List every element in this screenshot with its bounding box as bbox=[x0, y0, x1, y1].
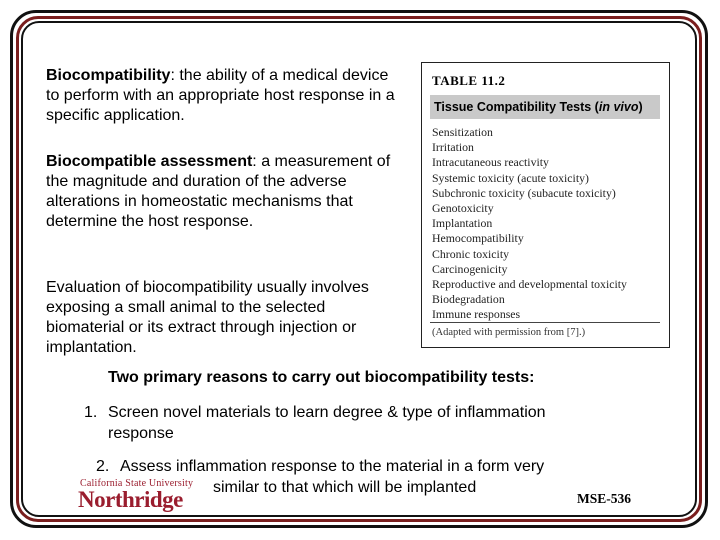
definition-text: : the ability of a medical device to perform with an appropriate host response in a specific application. bbox=[46, 67, 395, 124]
reason-number: 2. bbox=[96, 458, 110, 475]
definition-term: Biocompatibility bbox=[46, 67, 171, 84]
table-row: Chronic toxicity bbox=[432, 246, 509, 261]
reason-item-1 bbox=[84, 402, 644, 444]
table-row: Implantation bbox=[432, 216, 493, 231]
definition-biocompatibility bbox=[46, 66, 396, 126]
course-code: MSE-536 bbox=[577, 491, 631, 506]
table-row: Hemocompatibility bbox=[432, 231, 524, 246]
logo-university-text: California State University bbox=[80, 478, 194, 489]
table-header-end: ) bbox=[638, 100, 643, 114]
table-row: Biodegradation bbox=[432, 292, 505, 307]
table-header-text: Tissue Compatibility Tests ( bbox=[434, 100, 599, 114]
evaluation-paragraph: Evaluation of biocompatibility usually involves exposing a small animal to the selected biomaterial or its extract through injection or implantation. bbox=[46, 279, 369, 356]
table-row: Systemic toxicity (acute toxicity) bbox=[432, 170, 589, 185]
definition-biocompatible-assessment bbox=[46, 152, 406, 232]
logo-campus-text: Northridge bbox=[78, 487, 183, 512]
tissue-compatibility-table bbox=[421, 62, 670, 348]
reason-text-line2: similar to that which will be implanted bbox=[213, 479, 477, 496]
reason-text-line2: response bbox=[108, 425, 174, 442]
university-logo bbox=[78, 478, 194, 514]
table-row: Genotoxicity bbox=[432, 201, 494, 216]
table-header bbox=[430, 95, 660, 119]
table-row: Reproductive and developmental toxicity bbox=[432, 277, 627, 292]
table-header-italic: in vivo bbox=[598, 100, 639, 114]
table-rows bbox=[432, 125, 627, 323]
definition-text: : a measurement of the magnitude and duration of the adverse alterations in homeostatic mechanisms that determine the host response. bbox=[46, 153, 391, 230]
table-row: Intracutaneous reactivity bbox=[432, 155, 549, 170]
reason-number: 1. bbox=[84, 404, 98, 421]
table-row: Immune responses bbox=[432, 307, 521, 322]
table-title: TABLE 11.2 bbox=[432, 73, 506, 88]
table-row: Carcinogenicity bbox=[432, 261, 508, 276]
table-divider bbox=[430, 322, 660, 323]
definition-term: Biocompatible assessment bbox=[46, 153, 253, 170]
reason-text-line1: Screen novel materials to learn degree & type of inflammation bbox=[108, 404, 546, 421]
table-row: Subchronic toxicity (subacute toxicity) bbox=[432, 185, 616, 200]
reason-text-line1: Assess inflammation response to the material in a form very bbox=[120, 458, 545, 475]
table-row: Irritation bbox=[432, 140, 474, 155]
table-footnote: (Adapted with permission from [7].) bbox=[432, 327, 586, 338]
table-row: Sensitization bbox=[432, 125, 493, 139]
reasons-heading: Two primary reasons to carry out biocompatibility tests: bbox=[108, 369, 535, 386]
